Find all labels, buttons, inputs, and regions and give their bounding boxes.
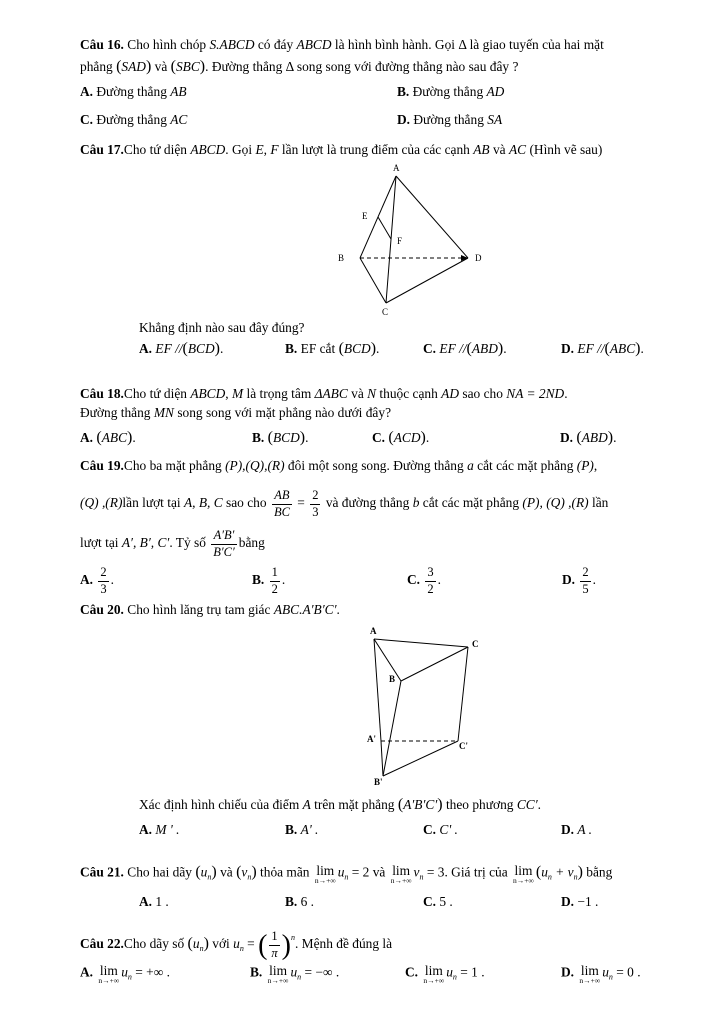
option-plane: BCD bbox=[343, 341, 371, 356]
option-math: n bbox=[297, 972, 302, 982]
option-punct: . bbox=[425, 430, 430, 445]
q20-option-c[interactable] bbox=[423, 823, 458, 836]
q17-text: , bbox=[263, 142, 267, 157]
q17-option-b[interactable]: B. EF cắt (BCD). bbox=[285, 340, 380, 357]
q21-option-b[interactable] bbox=[285, 895, 314, 908]
q19-math: (P), bbox=[522, 495, 543, 511]
limit-operator bbox=[579, 964, 600, 985]
option-math: EF // bbox=[577, 341, 605, 356]
vertex-c1-label: C' bbox=[459, 741, 468, 751]
lim-text: lim bbox=[269, 963, 287, 978]
q18-text: song song với mặt phẳng nào dưới đây? bbox=[177, 405, 392, 420]
option-key: C. bbox=[423, 894, 437, 909]
lim-sub: n→+∞ bbox=[267, 976, 289, 986]
q20-label: Câu 20. bbox=[80, 602, 124, 617]
q19-math: A, B, C bbox=[183, 495, 223, 511]
option-key: D. bbox=[560, 430, 574, 445]
q18-option-b[interactable]: B. (BCD). bbox=[252, 429, 309, 446]
q19-math: (Q) bbox=[546, 495, 565, 511]
option-math: 5 . bbox=[439, 894, 453, 909]
prism-figure bbox=[338, 622, 498, 792]
fraction-numerator: 1 bbox=[269, 929, 279, 946]
vertex-b1-label: B' bbox=[374, 777, 383, 787]
option-key: A. bbox=[139, 341, 153, 356]
q18-option-c[interactable]: C. (ACD). bbox=[372, 429, 430, 446]
q21-text: và bbox=[372, 864, 386, 880]
q21-text: thỏa mãn bbox=[260, 864, 310, 880]
point-e-label: E bbox=[362, 211, 368, 221]
q21-math: u bbox=[337, 864, 345, 880]
q22-option-c[interactable] bbox=[405, 964, 485, 985]
option-key: D. bbox=[561, 341, 575, 356]
option-key: B. bbox=[252, 430, 265, 445]
q21-math: u bbox=[200, 864, 208, 880]
limit-operator bbox=[513, 864, 534, 885]
ratio-fraction bbox=[272, 488, 292, 520]
q19-text: , bbox=[593, 458, 598, 473]
q18-math: ΔABC bbox=[314, 386, 348, 401]
q21-line1: Câu 21. Cho hai dãy $(u_n)$ và $(v_n)$ thỏa mãn lim n→+∞ $u_n = 2$ và lim n→+∞ $v_n = 3$. Giá trị của lim n→+∞ $(u_n + v_n)$ bằng bbox=[80, 863, 613, 886]
q19-math: (P) bbox=[576, 458, 594, 473]
q19-math: b bbox=[412, 495, 420, 511]
q19-math: ,(R) bbox=[101, 495, 123, 511]
vertex-c-label: C bbox=[382, 307, 389, 317]
q21-option-c[interactable] bbox=[423, 895, 453, 908]
vertex-c-label: C bbox=[472, 639, 479, 649]
lim-text: lim bbox=[316, 863, 335, 878]
q19-text: Cho ba mặt phẳng bbox=[123, 458, 222, 473]
q16-option-d[interactable] bbox=[397, 113, 502, 126]
vertex-b-label: B bbox=[338, 253, 345, 263]
q18-math: ABCD bbox=[190, 386, 226, 401]
fraction-numerator: AB bbox=[272, 488, 292, 505]
q17-text: và bbox=[492, 142, 506, 157]
option-math: n bbox=[608, 972, 613, 982]
lim-sub: n→+∞ bbox=[314, 876, 336, 886]
q22-line1: Câu 22.Cho dãy số $(u_n)$ với $u_n$ = ( $\frac{1}{\pi}$ )$^n$. Mệnh đề đúng là bbox=[80, 929, 393, 962]
q21-option-a[interactable] bbox=[139, 895, 169, 908]
limit-operator bbox=[391, 864, 412, 885]
q17-text: lần lượt là trung điểm của các cạnh bbox=[281, 142, 470, 157]
q22-text: Cho dãy số bbox=[123, 936, 185, 952]
q20-text: . bbox=[537, 797, 541, 812]
q20-option-b[interactable] bbox=[285, 823, 318, 836]
option-fraction bbox=[98, 565, 108, 597]
q19-text: lần bbox=[591, 495, 609, 511]
q18-option-d[interactable]: D. (ABD). bbox=[560, 429, 617, 446]
fraction-numerator: 2 bbox=[310, 488, 320, 505]
option-key: A. bbox=[80, 430, 94, 445]
option-plane: ABD bbox=[581, 430, 608, 445]
q17-math: AC bbox=[508, 142, 527, 157]
q18-text: Cho tứ diện bbox=[123, 386, 187, 401]
option-punct: . bbox=[613, 430, 617, 445]
fraction-denominator: 3 bbox=[312, 504, 319, 519]
option-key: D. bbox=[561, 964, 575, 980]
fraction-numerator: 1 bbox=[270, 565, 280, 582]
option-math: EF // bbox=[155, 341, 183, 356]
q20-math: CC′ bbox=[516, 797, 538, 812]
option-key: C. bbox=[372, 430, 386, 445]
q17-math: ABCD bbox=[190, 142, 226, 157]
q21-math: v bbox=[413, 864, 420, 880]
limit-operator bbox=[423, 964, 444, 985]
fraction-numerator: 2 bbox=[98, 565, 108, 582]
q22-math: u bbox=[233, 936, 240, 952]
option-math: AC bbox=[170, 112, 188, 127]
q19-option-b[interactable]: B. $\frac{1}{2}$ . bbox=[252, 565, 286, 596]
q18-text: Đường thẳng bbox=[80, 405, 151, 420]
option-key: C. bbox=[423, 822, 437, 837]
q21-math: n bbox=[344, 872, 349, 882]
option-math: = 0 . bbox=[616, 964, 641, 980]
q19-option-c[interactable]: C. $\frac{3}{2}$ . bbox=[407, 565, 441, 596]
q19-label: Câu 19. bbox=[80, 458, 124, 473]
q17-math: F bbox=[270, 142, 279, 157]
q18-text: sao cho bbox=[462, 386, 503, 401]
fraction-denominator: 2 bbox=[427, 581, 434, 596]
q16-math: ABCD bbox=[296, 37, 332, 52]
fraction-denominator: 5 bbox=[582, 581, 589, 596]
option-plane: ABD bbox=[471, 341, 498, 356]
option-math: M ' . bbox=[155, 822, 180, 837]
q18-math: MN bbox=[153, 405, 174, 420]
q21-option-d[interactable] bbox=[561, 895, 598, 908]
lim-text: lim bbox=[514, 863, 533, 878]
option-punct: . bbox=[503, 341, 507, 356]
option-math: = +∞ . bbox=[135, 964, 170, 980]
q19-text: sao cho bbox=[226, 495, 267, 511]
option-text: Đường thẳng bbox=[96, 112, 167, 127]
q19-text: lần lượt tại bbox=[122, 495, 181, 511]
q18-text: là trọng tâm bbox=[246, 386, 312, 401]
q18-math: NA = 2ND bbox=[506, 386, 565, 401]
q22-label: Câu 22. bbox=[80, 936, 124, 952]
option-text: Đường thẳng bbox=[412, 84, 484, 99]
q21-math: = 3 bbox=[426, 864, 445, 880]
option-key: B. bbox=[285, 894, 298, 909]
q19-math: A′, B′, C′ bbox=[121, 535, 170, 551]
q17-option-d[interactable]: D. EF //(ABC). bbox=[561, 340, 644, 357]
q21-math: u bbox=[541, 864, 548, 880]
q16-option-a[interactable] bbox=[80, 85, 187, 98]
option-math: SA bbox=[487, 112, 503, 127]
q20-math: ABC.A′B′C′ bbox=[273, 602, 337, 617]
q18-text: và bbox=[351, 386, 364, 401]
q19-option-a[interactable]: A. $\frac{2}{3}$ . bbox=[80, 565, 114, 596]
option-math: n bbox=[452, 972, 457, 982]
option-math: C' . bbox=[439, 822, 458, 837]
q21-math: v bbox=[241, 864, 248, 880]
q16-math: SBC bbox=[175, 59, 200, 74]
q19-option-d[interactable]: D. $\frac{2}{5}$ . bbox=[562, 565, 596, 596]
fraction-numerator: 3 bbox=[425, 565, 435, 582]
option-math: 1 . bbox=[155, 894, 169, 909]
lim-sub: n→+∞ bbox=[513, 876, 534, 886]
q16-line2: phẳng (SAD) và (SBC). Đường thẳng Δ song song với đường thẳng nào sau đây ? bbox=[80, 58, 519, 75]
q17-option-c[interactable]: C. EF //(ABD). bbox=[423, 340, 507, 357]
q18-math: N bbox=[367, 386, 377, 401]
option-math: = −∞ . bbox=[304, 964, 340, 980]
option-plane: ABC bbox=[609, 341, 636, 356]
lim-text: lim bbox=[99, 963, 118, 978]
point-f-label: F bbox=[397, 236, 403, 246]
q17-label: Câu 17. bbox=[80, 142, 124, 157]
q22-math: n bbox=[199, 944, 204, 954]
option-plane: ABC bbox=[101, 430, 128, 445]
q21-text: và bbox=[220, 864, 233, 880]
option-key: B. bbox=[397, 84, 410, 99]
q19-line3 bbox=[80, 528, 265, 560]
option-punct: . bbox=[376, 341, 380, 356]
q16-math: SAD bbox=[121, 59, 146, 74]
option-key: A. bbox=[139, 894, 153, 909]
fraction-numerator: A′B′ bbox=[211, 528, 236, 545]
power-base-fraction bbox=[269, 929, 279, 961]
fraction-numerator: 2 bbox=[580, 565, 590, 582]
lim-sub: n→+∞ bbox=[579, 976, 601, 986]
option-math: −1 . bbox=[577, 894, 599, 909]
q17-line1 bbox=[80, 143, 602, 156]
option-key: B. bbox=[285, 341, 298, 356]
option-key: C. bbox=[405, 964, 419, 980]
q18-math: AD bbox=[441, 386, 460, 401]
lim-sub: n→+∞ bbox=[423, 976, 445, 986]
q21-math: n bbox=[207, 872, 212, 882]
q19-text: cắt các mặt phẳng bbox=[422, 495, 520, 511]
option-plane: ACD bbox=[393, 430, 421, 445]
vertex-a-label: A bbox=[370, 626, 377, 636]
q21-label: Câu 21. bbox=[80, 864, 124, 880]
option-punct: . bbox=[640, 341, 644, 356]
q20-option-d[interactable] bbox=[561, 823, 592, 836]
option-math: u bbox=[446, 964, 453, 980]
q18-text: , bbox=[225, 386, 229, 401]
option-key: C. bbox=[80, 112, 94, 127]
q19-math: (Q) bbox=[80, 495, 99, 511]
q16-label: Câu 16. bbox=[80, 37, 124, 52]
option-text: Đường thẳng bbox=[413, 112, 484, 127]
q16-option-b[interactable] bbox=[397, 85, 504, 98]
q21-math: n bbox=[247, 872, 252, 882]
q21-math: n bbox=[419, 872, 424, 882]
option-math: u bbox=[602, 964, 609, 980]
q18-label: Câu 18. bbox=[80, 386, 124, 401]
q22-text: với bbox=[212, 936, 230, 952]
q17-math: E bbox=[255, 142, 264, 157]
option-math: A . bbox=[577, 822, 593, 837]
q19-text: bằng bbox=[238, 535, 265, 551]
q16-option-c[interactable] bbox=[80, 113, 187, 126]
option-math: u bbox=[290, 964, 298, 980]
q22-option-d[interactable] bbox=[561, 964, 641, 985]
option-math: AD bbox=[486, 84, 505, 99]
q16-math: S.ABCD bbox=[209, 37, 255, 52]
q19-text: và đường thẳng bbox=[325, 495, 410, 511]
q17-math: AB bbox=[473, 142, 490, 157]
q20-text: Xác định hình chiếu của điểm bbox=[139, 797, 300, 812]
limit-operator bbox=[315, 864, 336, 885]
q18-option-a[interactable]: A. (ABC). bbox=[80, 429, 136, 446]
q16-text: có đáy bbox=[257, 37, 294, 52]
q19-text: lượt tại bbox=[80, 535, 119, 551]
option-text: Đường thẳng bbox=[96, 84, 167, 99]
q16-line1 bbox=[80, 38, 604, 51]
q18-line2 bbox=[80, 406, 391, 419]
option-key: D. bbox=[397, 112, 411, 127]
option-fraction bbox=[580, 565, 590, 597]
vertex-b-label: B bbox=[389, 674, 396, 684]
option-math: EF cắt bbox=[300, 341, 336, 356]
option-key: D. bbox=[561, 822, 575, 837]
option-key: B. bbox=[285, 822, 298, 837]
q21-math: + v bbox=[555, 864, 574, 880]
option-math: AB bbox=[170, 84, 187, 99]
q17-text: (Hình vẽ sau) bbox=[529, 142, 603, 157]
lim-text: lim bbox=[580, 963, 599, 978]
q17-text: . Gọi bbox=[225, 142, 253, 157]
limit-operator bbox=[268, 964, 289, 985]
option-key: D. bbox=[561, 894, 575, 909]
option-key: C. bbox=[407, 572, 421, 588]
fraction-denominator: π bbox=[271, 945, 278, 960]
option-punct: . bbox=[305, 430, 309, 445]
q22-math: u bbox=[192, 936, 200, 952]
option-key: B. bbox=[252, 572, 265, 588]
q20-line1 bbox=[80, 603, 340, 616]
q17-text: Cho tứ diện bbox=[123, 142, 187, 157]
q17-option-a[interactable]: A. EF //(BCD). bbox=[139, 340, 224, 357]
q21-math: n bbox=[547, 872, 552, 882]
q22-math: n bbox=[239, 944, 244, 954]
exponent: n bbox=[290, 933, 295, 943]
option-punct: . bbox=[220, 341, 224, 356]
option-key: C. bbox=[423, 341, 437, 356]
q22-option-b[interactable] bbox=[250, 964, 339, 985]
option-fraction bbox=[425, 565, 435, 597]
option-key: A. bbox=[80, 964, 94, 980]
q19-text: cắt các mặt phẳng bbox=[477, 458, 574, 473]
vertex-a1-label: A' bbox=[367, 734, 376, 744]
limit-operator bbox=[98, 964, 119, 985]
q17-question: Khẳng định nào sau đây đúng? bbox=[139, 320, 305, 335]
q18-text: . bbox=[564, 386, 568, 401]
q18-text: thuộc cạnh bbox=[379, 386, 438, 401]
q19-text: . Tỷ số bbox=[169, 535, 206, 551]
option-key: B. bbox=[250, 964, 263, 980]
fraction-denominator: B′C′ bbox=[213, 544, 235, 559]
value-fraction bbox=[310, 488, 320, 520]
q19-line1 bbox=[80, 459, 597, 472]
vertex-d-label: D bbox=[475, 253, 482, 263]
q19-math: (P),(Q),(R) bbox=[225, 458, 285, 473]
q20-text: trên mặt phẳng bbox=[314, 797, 395, 812]
option-key: A. bbox=[80, 84, 94, 99]
q18-math: M bbox=[232, 386, 244, 401]
q21-text: Cho hai dãy bbox=[127, 864, 192, 880]
q16-text: và bbox=[154, 59, 168, 74]
q19-math: a bbox=[467, 458, 474, 473]
lim-sub: n→+∞ bbox=[98, 976, 120, 986]
option-punct: . bbox=[132, 430, 136, 445]
fraction-denominator: BC bbox=[273, 504, 290, 519]
q16-text: . Đường thẳng Δ song song với đường thẳng nào sau đây ? bbox=[205, 59, 519, 74]
q21-math: n bbox=[573, 872, 578, 882]
fraction-denominator: 3 bbox=[100, 581, 107, 596]
q19-line2 bbox=[80, 488, 608, 520]
q20-text: Cho hình lăng trụ tam giác bbox=[127, 602, 271, 617]
q21-text: bằng bbox=[586, 864, 613, 880]
q16-text: Cho hình chóp bbox=[127, 37, 207, 52]
vertex-a-label: A bbox=[393, 163, 400, 173]
q20-text: . bbox=[336, 602, 340, 617]
option-math: A' . bbox=[300, 822, 319, 837]
lim-sub: n→+∞ bbox=[390, 876, 412, 886]
q21-text: . Giá trị của bbox=[444, 864, 508, 880]
q20-math: A bbox=[302, 797, 311, 812]
option-math: = 1 . bbox=[460, 964, 485, 980]
q22-text: . Mệnh đề đúng là bbox=[294, 936, 393, 952]
equals-sign: = bbox=[297, 495, 305, 511]
option-fraction bbox=[270, 565, 280, 597]
q20-math: A′B′C′ bbox=[403, 797, 438, 812]
q16-text: phẳng bbox=[80, 59, 113, 74]
option-plane: BCD bbox=[272, 430, 300, 445]
q20-option-a[interactable] bbox=[139, 823, 179, 836]
option-key: A. bbox=[139, 822, 153, 837]
q22-option-a[interactable] bbox=[80, 964, 170, 985]
q16-text: là hình bình hành. Gọi Δ là giao tuyến của hai mặt bbox=[334, 37, 604, 52]
option-math: n bbox=[127, 972, 132, 982]
fraction-denominator: 2 bbox=[271, 581, 278, 596]
lim-text: lim bbox=[424, 963, 443, 978]
lim-text: lim bbox=[392, 863, 411, 878]
option-key: A. bbox=[80, 572, 94, 588]
q21-math: = 2 bbox=[351, 864, 370, 880]
q19-math: ,(R) bbox=[568, 495, 589, 511]
option-key: D. bbox=[562, 572, 576, 588]
tetrahedron-figure bbox=[330, 160, 500, 320]
q19-text: đôi một song song. Đường thẳng bbox=[287, 458, 464, 473]
ratio-fraction bbox=[211, 528, 236, 560]
q18-line1 bbox=[80, 387, 568, 400]
option-math: u bbox=[121, 964, 128, 980]
option-plane: BCD bbox=[187, 341, 215, 356]
option-math: EF // bbox=[439, 341, 467, 356]
option-math: 6 . bbox=[300, 894, 315, 909]
q20-line2: Xác định hình chiếu của điểm A trên mặt phẳng (A′B′C′) theo phương CC′. bbox=[139, 796, 541, 813]
q20-text: theo phương bbox=[445, 797, 514, 812]
